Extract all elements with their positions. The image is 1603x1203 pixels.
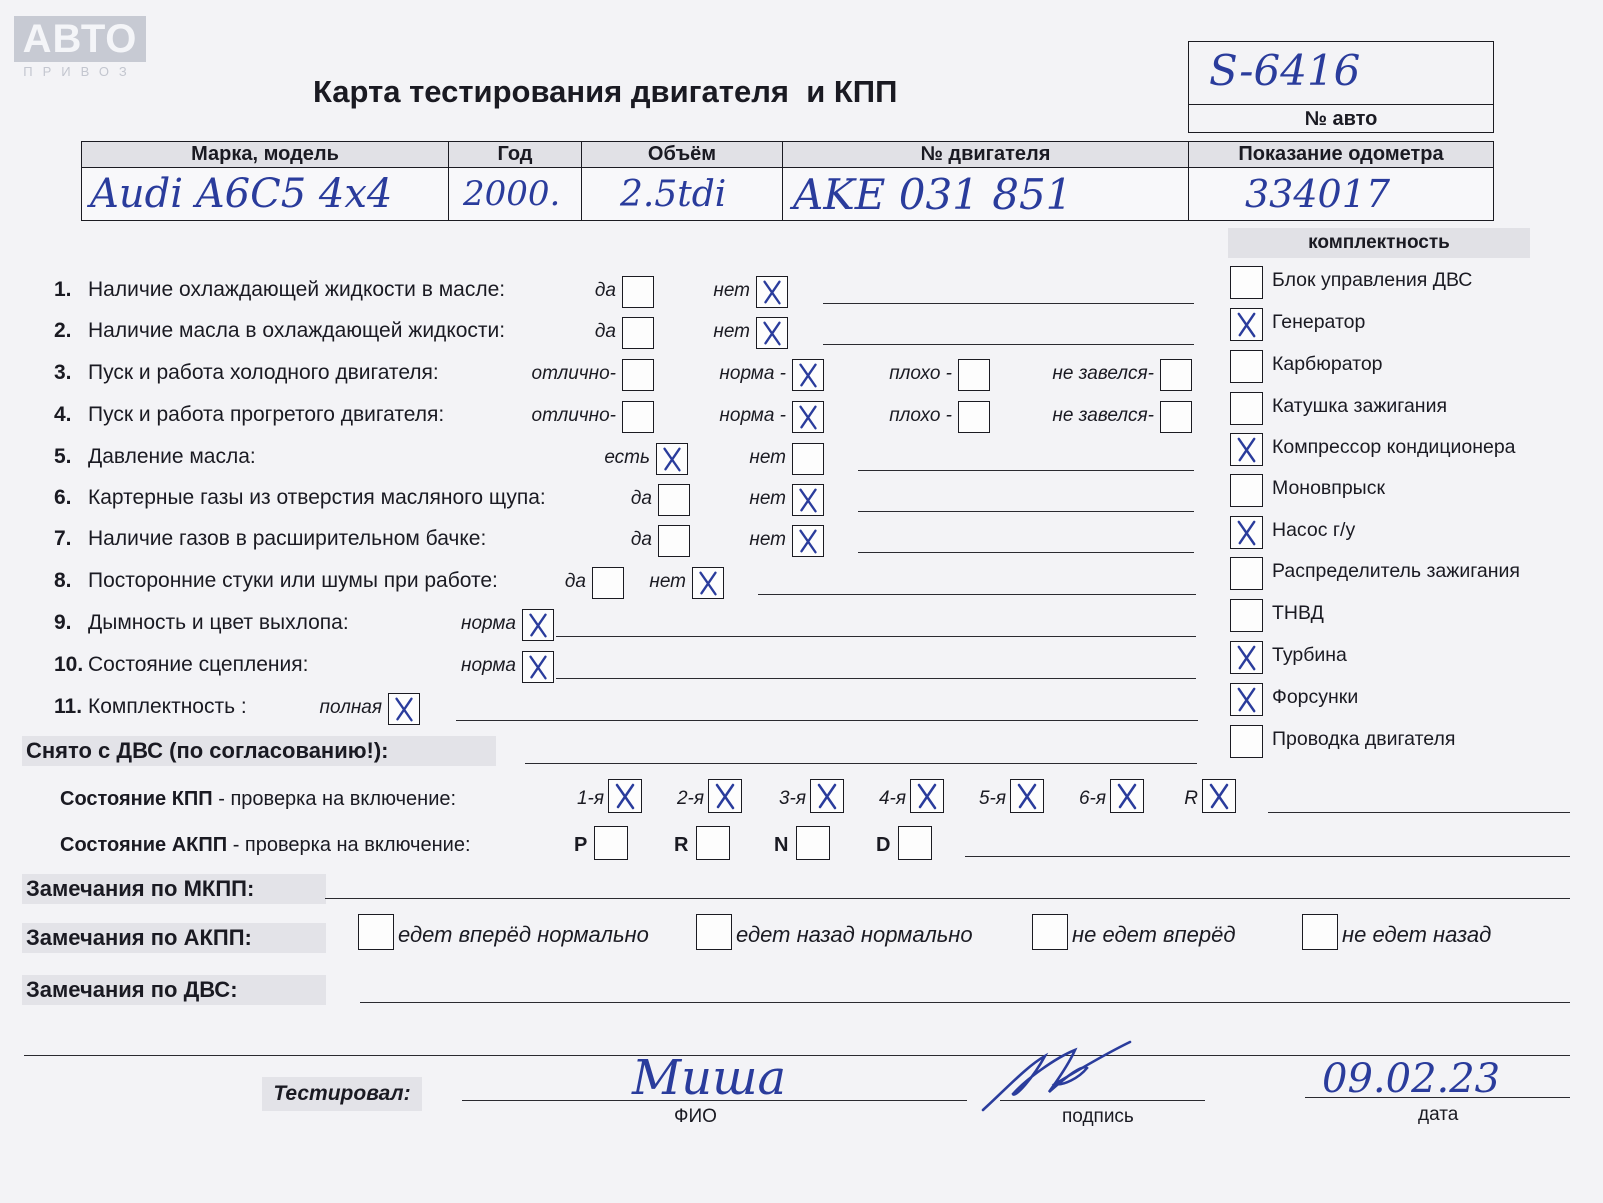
question-text: Картерные газы из отверстия масляного щупа: <box>88 486 546 509</box>
check-mark-icon <box>609 780 641 812</box>
question-text: Наличие охлаждающей жидкости в масле: <box>88 278 506 301</box>
question-text: Наличие газов в расширительном бачке: <box>88 527 487 550</box>
kit-item-label: Насос г/у <box>1272 519 1356 541</box>
option-label: плохо - <box>889 405 952 426</box>
question-text: Пуск и работа прогретого двигателя: <box>88 403 445 426</box>
kit-checkbox[interactable] <box>1230 641 1263 674</box>
car-number-value: S-6416 <box>1209 46 1361 95</box>
kit-item-label: Распределитель зажигания <box>1272 560 1520 582</box>
vehicle-info-table <box>81 141 1494 221</box>
check-mark-icon <box>1231 517 1262 548</box>
question-text: Посторонние стуки или шумы при работе: <box>88 569 498 592</box>
option-checkbox[interactable] <box>692 567 724 599</box>
column-header-model: Марка, модель <box>82 142 449 168</box>
kit-item-label: Карбюратор <box>1272 353 1383 375</box>
date-caption: дата <box>1418 1104 1459 1125</box>
option-checkbox[interactable] <box>958 359 990 391</box>
option-label: нет <box>713 280 750 301</box>
kit-checkbox[interactable] <box>1230 266 1263 299</box>
option-label: отлично- <box>531 363 616 384</box>
gear-checkbox[interactable] <box>1010 779 1044 813</box>
kit-checkbox[interactable] <box>1230 683 1263 716</box>
option-label: полная <box>319 697 382 718</box>
check-mark-icon <box>523 610 553 640</box>
logo <box>14 16 148 78</box>
signature-image <box>975 1028 1135 1118</box>
column-header-year: Год <box>449 142 582 168</box>
option-checkbox[interactable] <box>792 359 824 391</box>
akpp-position-label: N <box>774 834 789 856</box>
check-mark-icon <box>1011 780 1043 812</box>
answer-line <box>823 303 1194 304</box>
question-text: Комплектность : <box>88 695 247 718</box>
option-checkbox[interactable] <box>756 317 788 349</box>
question-row <box>54 611 349 635</box>
akpp-remark-checkbox[interactable] <box>1302 914 1338 950</box>
option-checkbox[interactable] <box>958 401 990 433</box>
akpp-remark-checkbox[interactable] <box>1032 914 1068 950</box>
question-number: 9. <box>54 611 72 634</box>
option-checkbox[interactable] <box>658 525 690 557</box>
check-mark-icon <box>1231 434 1262 465</box>
check-mark-icon <box>1231 684 1262 715</box>
answer-line <box>556 636 1196 637</box>
tester-name: Миша <box>632 1050 787 1106</box>
option-checkbox[interactable] <box>656 443 688 475</box>
engine-number-cell <box>783 168 1189 221</box>
akpp-line <box>965 856 1570 857</box>
check-mark-icon <box>657 444 687 474</box>
option-checkbox[interactable] <box>792 525 824 557</box>
question-number: 1. <box>54 278 72 301</box>
akpp-label-rest: - проверка на включение: <box>227 834 471 856</box>
option-label: норма <box>461 655 516 676</box>
gear-label: 2-я <box>676 788 704 809</box>
question-number: 10. <box>54 653 84 676</box>
akpp-remark-label: едет назад нормально <box>736 922 973 947</box>
remarks-mkpp-label: Замечания по МКПП: <box>22 874 326 904</box>
option-label: да <box>630 488 652 509</box>
kit-item-label: Моновпрыск <box>1272 477 1385 499</box>
akpp-position-checkbox[interactable] <box>594 826 628 860</box>
gear-label: 4-я <box>878 788 906 809</box>
question-row <box>54 653 308 677</box>
option-label: не завелся- <box>1052 405 1154 426</box>
akpp-remark-checkbox[interactable] <box>696 914 732 950</box>
year-value: 2000. <box>463 174 561 214</box>
removed-from-engine-line <box>525 763 1197 764</box>
option-checkbox[interactable] <box>622 401 654 433</box>
check-mark-icon <box>793 360 823 390</box>
odometer-cell <box>1189 168 1494 221</box>
question-number: 11. <box>54 695 83 718</box>
kpp-label-bold: Состояние КПП <box>60 788 213 810</box>
option-label: да <box>630 529 652 550</box>
option-checkbox[interactable] <box>388 693 420 725</box>
kit-item-label: Блок управления ДВС <box>1272 269 1473 291</box>
question-number: 3. <box>54 361 72 384</box>
logo-main-text: АВТО <box>14 16 146 62</box>
test-date: 09.02.23 <box>1322 1056 1501 1102</box>
option-checkbox[interactable] <box>622 359 654 391</box>
question-row <box>54 486 546 510</box>
akpp-position-checkbox[interactable] <box>898 826 932 860</box>
kit-item-label: ТНВД <box>1272 602 1324 624</box>
answer-line <box>556 678 1196 679</box>
akpp-position-label: D <box>876 834 891 856</box>
column-header-odometer: Показание одометра <box>1189 142 1494 168</box>
check-mark-icon <box>389 694 419 724</box>
option-checkbox[interactable] <box>622 317 654 349</box>
akpp-position-label: R <box>674 834 689 856</box>
year-cell <box>449 168 582 221</box>
remarks-dvs-label: Замечания по ДВС: <box>22 975 326 1005</box>
gear-checkbox[interactable] <box>810 779 844 813</box>
kit-item-label: Катушка зажигания <box>1272 395 1448 417</box>
volume-cell <box>582 168 783 221</box>
car-number-label: № авто <box>1189 104 1493 133</box>
question-row <box>54 695 247 719</box>
option-checkbox[interactable] <box>1160 401 1192 433</box>
kit-item-label: Компрессор кондиционера <box>1272 436 1516 458</box>
option-label: есть <box>604 447 650 468</box>
question-row <box>54 527 486 551</box>
kit-item-label: Турбина <box>1272 644 1347 666</box>
question-number: 6. <box>54 486 72 509</box>
vehicle-info-header-row <box>82 142 1494 168</box>
removed-from-engine-label: Снято с ДВС (по согласованию!): <box>22 736 496 766</box>
check-mark-icon <box>757 318 787 348</box>
fio-line <box>462 1100 967 1101</box>
kit-checkbox[interactable] <box>1230 433 1263 466</box>
option-label: плохо - <box>889 363 952 384</box>
kit-item-label: Генератор <box>1272 311 1366 333</box>
option-checkbox[interactable] <box>1160 359 1192 391</box>
question-number: 5. <box>54 445 72 468</box>
fio-caption: ФИО <box>674 1106 717 1127</box>
date-line <box>1305 1097 1570 1098</box>
model-cell <box>82 168 449 221</box>
option-label: да <box>564 571 586 592</box>
check-mark-icon <box>709 780 741 812</box>
answer-line <box>858 552 1194 553</box>
check-mark-icon <box>523 652 553 682</box>
question-row <box>54 361 439 385</box>
option-label: норма - <box>719 405 786 426</box>
option-label: нет <box>749 447 786 468</box>
check-mark-icon <box>793 402 823 432</box>
option-label: да <box>594 321 616 342</box>
akpp-label <box>60 834 471 857</box>
check-mark-icon <box>811 780 843 812</box>
answer-line <box>456 720 1198 721</box>
option-label: нет <box>713 321 750 342</box>
kit-checkbox[interactable] <box>1230 599 1263 632</box>
signature-line <box>1000 1100 1205 1101</box>
check-mark-icon <box>1231 642 1262 673</box>
gear-label: 5-я <box>978 788 1006 809</box>
option-label: не завелся- <box>1052 363 1154 384</box>
option-checkbox[interactable] <box>592 567 624 599</box>
gear-checkbox[interactable] <box>910 779 944 813</box>
odometer-value: 334017 <box>1245 172 1391 216</box>
kit-checkbox[interactable] <box>1230 308 1263 341</box>
kit-item-label: Форсунки <box>1272 686 1359 708</box>
question-text: Состояние сцепления: <box>88 653 309 676</box>
option-label: нет <box>749 529 786 550</box>
akpp-label-bold: Состояние АКПП <box>60 834 228 856</box>
check-mark-icon <box>693 568 723 598</box>
remarks-dvs-line <box>360 1002 1570 1003</box>
option-checkbox[interactable] <box>792 484 824 516</box>
remarks-mkpp-line <box>325 898 1570 899</box>
engine-number-value: AKE 031 851 <box>793 169 1073 219</box>
check-mark-icon <box>793 485 823 515</box>
question-row <box>54 569 498 593</box>
option-checkbox[interactable] <box>522 609 554 641</box>
gear-checkbox[interactable] <box>1202 779 1236 813</box>
signature-caption: подпись <box>1062 1106 1134 1127</box>
check-mark-icon <box>793 526 823 556</box>
form-title: Карта тестирования двигателя и КПП <box>313 74 898 109</box>
kit-checkbox[interactable] <box>1230 557 1263 590</box>
gear-checkbox[interactable] <box>708 779 742 813</box>
option-label: да <box>594 280 616 301</box>
check-mark-icon <box>1231 309 1262 340</box>
akpp-position-checkbox[interactable] <box>796 826 830 860</box>
akpp-position-checkbox[interactable] <box>696 826 730 860</box>
akpp-remark-label: едет вперёд нормально <box>398 922 649 947</box>
option-checkbox[interactable] <box>792 443 824 475</box>
question-text: Давление масла: <box>88 445 256 468</box>
vehicle-info-values-row <box>82 168 1494 221</box>
question-text: Пуск и работа холодного двигателя: <box>88 361 439 384</box>
volume-value: 2.5tdi <box>620 173 727 215</box>
gear-label: 6-я <box>1078 788 1106 809</box>
kit-item-label: Проводка двигателя <box>1272 728 1456 750</box>
question-row <box>54 403 444 427</box>
option-label: норма - <box>719 363 786 384</box>
option-label: норма <box>461 613 516 634</box>
option-checkbox[interactable] <box>622 276 654 308</box>
gear-label: R <box>1184 788 1198 809</box>
akpp-position-label: P <box>574 834 588 856</box>
kpp-line <box>1268 812 1570 813</box>
answer-line <box>858 470 1194 471</box>
check-mark-icon <box>911 780 943 812</box>
gear-checkbox[interactable] <box>1110 779 1144 813</box>
kit-checkbox[interactable] <box>1230 474 1263 507</box>
answer-line <box>858 511 1194 512</box>
question-row <box>54 445 256 469</box>
logo-sub-text: ПРИВОЗ <box>23 64 137 79</box>
kit-section-title: комплектность <box>1228 228 1530 258</box>
akpp-remark-label: не едет назад <box>1342 922 1492 947</box>
model-value: Audi A6C5 4x4 <box>90 171 393 217</box>
kit-checkbox[interactable] <box>1230 392 1263 425</box>
kit-checkbox[interactable] <box>1230 725 1263 758</box>
tested-by-label: Тестировал: <box>262 1077 422 1111</box>
question-text: Наличие масла в охлаждающей жидкости: <box>88 319 506 342</box>
option-checkbox[interactable] <box>658 484 690 516</box>
question-number: 4. <box>54 403 72 426</box>
option-label: нет <box>749 488 786 509</box>
kit-checkbox[interactable] <box>1230 350 1263 383</box>
column-header-volume: Объём <box>582 142 783 168</box>
question-number: 8. <box>54 569 72 592</box>
gear-label: 1-я <box>576 788 604 809</box>
kpp-label <box>60 788 456 811</box>
option-label: нет <box>649 571 686 592</box>
option-checkbox[interactable] <box>792 401 824 433</box>
gear-checkbox[interactable] <box>608 779 642 813</box>
check-mark-icon <box>1111 780 1143 812</box>
gear-label: 3-я <box>778 788 806 809</box>
option-label: отлично- <box>531 405 616 426</box>
option-checkbox[interactable] <box>756 276 788 308</box>
akpp-remark-label: не едет вперёд <box>1072 922 1236 947</box>
check-mark-icon <box>1203 780 1235 812</box>
car-number-box <box>1188 41 1494 133</box>
question-number: 7. <box>54 527 72 550</box>
option-checkbox[interactable] <box>522 651 554 683</box>
question-row <box>54 278 505 302</box>
remarks-akpp-label: Замечания по АКПП: <box>22 923 326 953</box>
answer-line <box>758 594 1196 595</box>
kpp-label-rest: - проверка на включение: <box>212 788 457 810</box>
kit-checkbox[interactable] <box>1230 516 1263 549</box>
answer-line <box>823 344 1194 345</box>
question-number: 2. <box>54 319 72 342</box>
akpp-remark-checkbox[interactable] <box>358 914 394 950</box>
question-text: Дымность и цвет выхлопа: <box>88 611 349 634</box>
check-mark-icon <box>757 277 787 307</box>
column-header-engine-number: № двигателя <box>783 142 1189 168</box>
question-row <box>54 319 505 343</box>
